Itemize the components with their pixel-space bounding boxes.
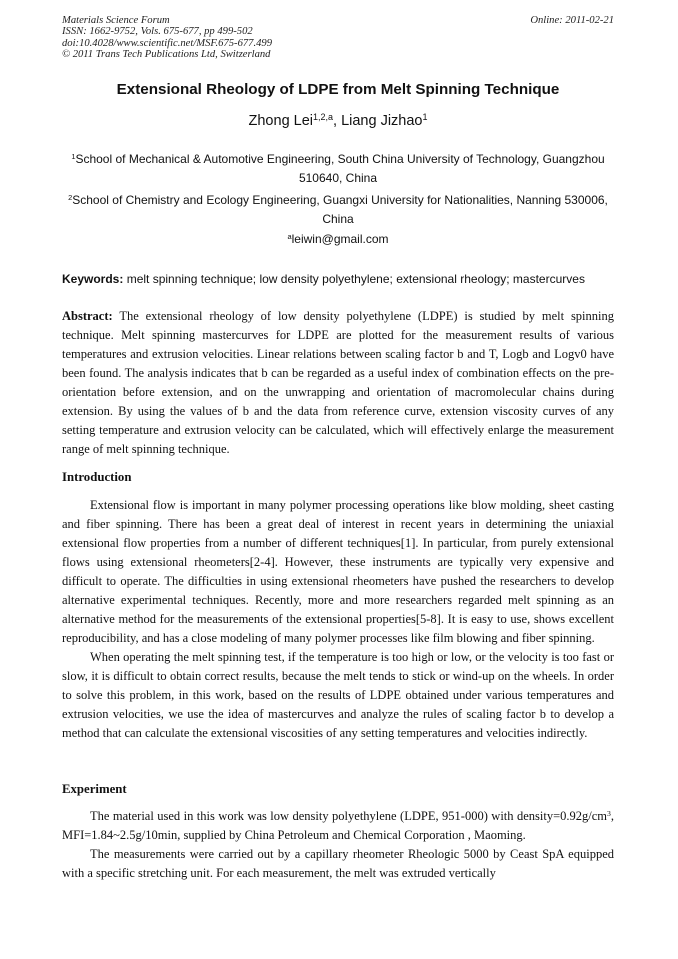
keywords (62, 272, 622, 286)
abstract (62, 307, 614, 459)
journal-doi: doi:10.4028/www.scientific.net/MSF.675-677.499 (62, 37, 272, 49)
email-address: leiwin@gmail.com (291, 232, 389, 246)
paragraph: When operating the melt spinning test, if the temperature is too high or low, or the velocity is too fast or slow, it is difficult to obtain correct results, because the melt tends to stick or wind-up on the wheels. In order to solve this problem, in this work, based on the results of LDPE obtained under various temperatures and extrusion velocities, we use the idea of mastercurves and analyze the rules of scaling factor b to develop a method that can calculate the extensional viscosities of any setting temperatures and velocities indirectly. (62, 650, 614, 740)
paragraph: Extensional flow is important in many polymer processing operations like blow molding, sheet casting and fiber spinning. There has been a great deal of interest in recent years in determining the uniaxial extensional flow properties from a number of different techniques[1]. In particular, from purely extensional flows using extensional rheometers[2-4]. However, these instruments are typically very expensive and difficult to operate. The difficulties in using extensional rheometers have pushed the researchers to develop alternative experimental techniques. Recently, more and more researchers regarded melt spinning as an alternative method for the measurements of the extensional properties[5-8]. It is easy to use, shows excellent reproducibility, and has a close modeling of many polymer processes like film blowing and fiber spinning. (62, 498, 614, 645)
affiliation-number: 2 (68, 192, 73, 202)
affiliation-text: School of Chemistry and Ecology Engineering, Guangxi University for Nationalities, Nanning 530006, China (72, 193, 608, 226)
author-name: Zhong Lei (248, 113, 314, 129)
author-separator: , (333, 113, 342, 129)
paragraph-text: , MFI=1.84~2.5g/10min, supplied by China Petroleum and Chemical Corporation , Maoming. (62, 809, 614, 842)
affiliation-number: 1 (71, 151, 76, 161)
author-affiliation-mark: 1,2,a (313, 112, 333, 123)
keywords-text: melt spinning technique; low density polyethylene; extensional rheology; mastercurves (123, 272, 585, 286)
paragraph (62, 807, 614, 845)
author-name: Liang Jizhao (341, 113, 423, 129)
experiment-body (62, 807, 614, 883)
journal-header (62, 15, 614, 61)
online-date: Online: 2011-02-21 (530, 15, 614, 26)
author-email (62, 232, 614, 246)
affiliation-1 (62, 150, 614, 187)
paragraph: The measurements were carried out by a capillary rheometer Rheologic 5000 by Ceast SpA equipped with a specific stretching unit. For each measurement, the melt was extruded vertically (62, 847, 614, 880)
journal-copyright: © 2011 Trans Tech Publications Ltd, Switzerland (62, 49, 271, 61)
journal-issn: ISSN: 1662-9752, Vols. 675-677, pp 499-502 (62, 26, 253, 38)
author-affiliation-mark: 1 (422, 112, 428, 123)
affiliation-text: School of Mechanical & Automotive Engineering, South China University of Technology, Guangzhou 510640, China (75, 152, 605, 185)
abstract-label: Abstract: (62, 309, 113, 323)
section-heading-experiment: Experiment (62, 782, 127, 796)
author-line (62, 113, 614, 129)
affiliation-2 (62, 191, 614, 228)
paragraph-text: The material used in this work was low density polyethylene (LDPE, 951-000) with density=0.92g/cm (90, 809, 607, 823)
abstract-text: The extensional rheology of low density polyethylene (LDPE) is studied by melt spinning technique. Melt spinning mastercurves for LDPE are plotted for the measurement results of various temperatures and extrusion velocities. Linear relations between scaling factor b and T, Logb and Logv0 have been found. The analysis indicates that b can be regarded as a useful index of combination effects on the pre-orientation before extension, and on the unwrapping and orientation of macromolecular chains during extension. By using the values of b and the data from reference curve, extension viscosity curves of any setting temperature and extrusion velocity can be calculated, which will effectively enlarge the measurement range of melt spinning technique. (62, 309, 614, 456)
paper-title: Extensional Rheology of LDPE from Melt Spinning Technique (116, 81, 560, 98)
section-heading-introduction: Introduction (62, 470, 132, 484)
email-mark: a (287, 231, 292, 241)
journal-name: Materials Science Forum (62, 15, 170, 26)
superscript: 3 (607, 808, 611, 818)
keywords-label: Keywords: (62, 272, 124, 286)
introduction-body (62, 496, 614, 743)
